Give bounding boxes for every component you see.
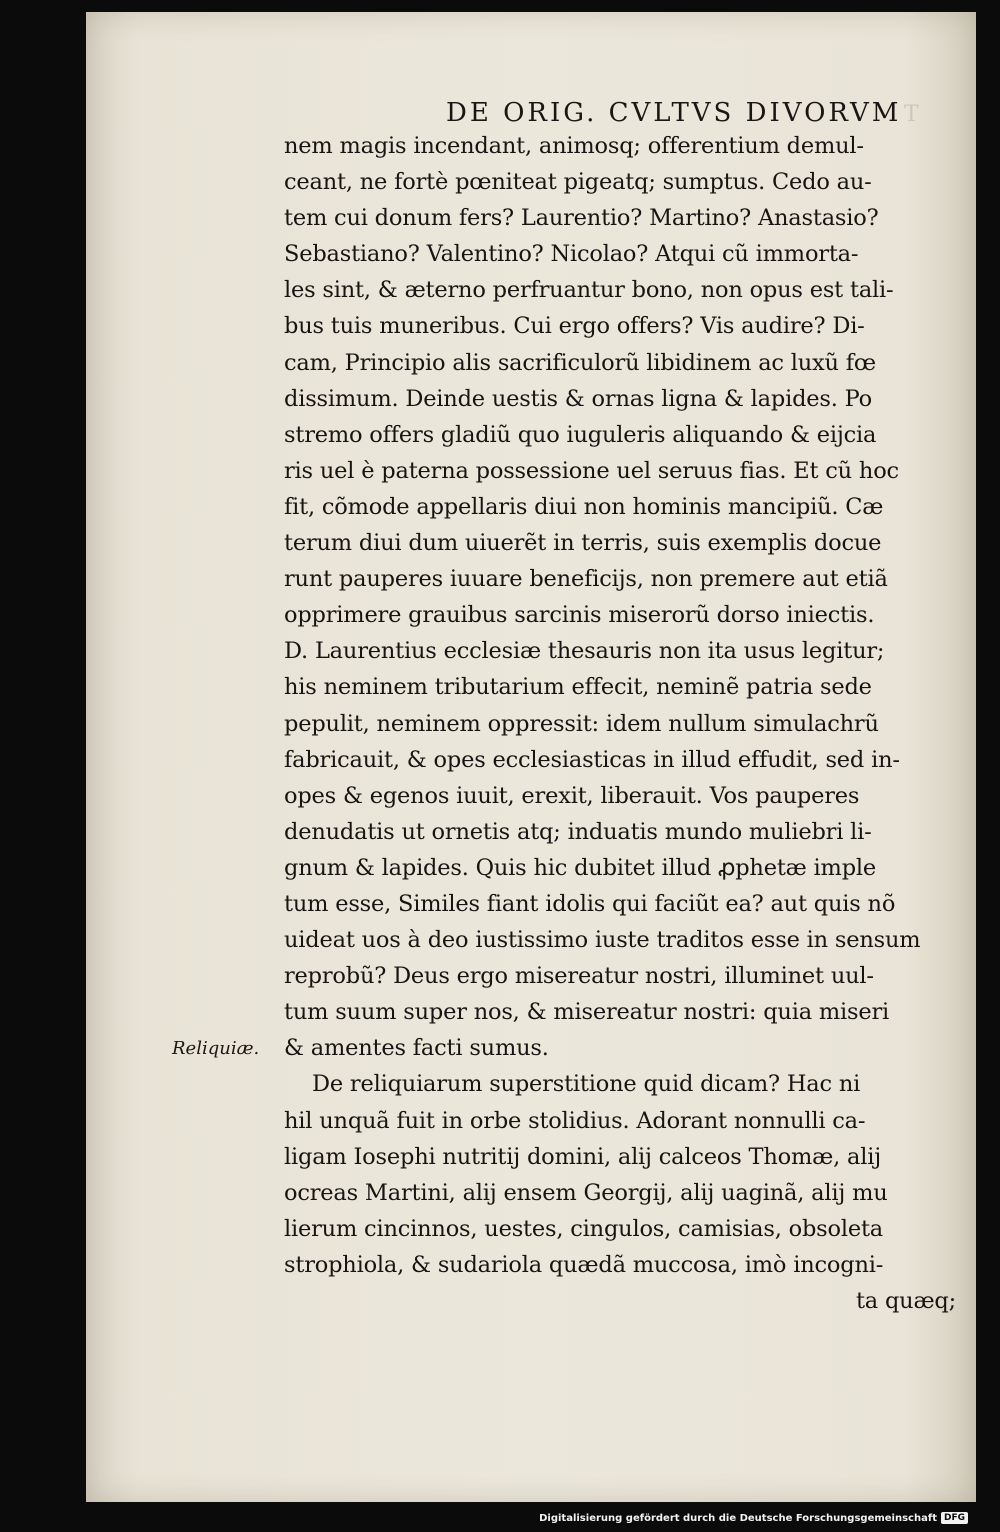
funding-notice: Digitalisierung gefördert durch die Deutsche Forschungsgemeinschaft — [539, 1512, 937, 1524]
text-line: pepulit, neminem oppressit: idem nullum simulachrũ — [284, 710, 879, 737]
text-line: fabricauit, & opes ecclesiasticas in illud effudit, sed in- — [284, 746, 900, 773]
text-line: runt pauperes iuuare beneficijs, non premere aut etiã — [284, 566, 888, 593]
text-line: lierum cincinnos, uestes, cingulos, camisias, obsoleta — [284, 1215, 884, 1242]
text-line: gnum & lapides. Quis hic dubitet illud ꝓphetæ imple — [284, 854, 877, 881]
catchword: ta quæq; — [855, 1288, 956, 1314]
text-line: ligam Iosephi nutritij domini, alij calceos Thomæ, alij — [284, 1143, 881, 1170]
text-line: reprobũ? Deus ergo misereatur nostri, illuminet uul- — [284, 963, 874, 990]
text-line: nem magis incendant, animosq; offerentium demul- — [284, 133, 864, 159]
text-line: & amentes facti sumus. — [284, 1035, 549, 1062]
text-line: dissimum. Deinde uestis & ornas ligna & lapides. Po — [284, 385, 873, 412]
text-line: tum esse, Similes fiant idolis qui faciũt ea? aut quis nõ — [284, 890, 896, 917]
text-line: ris uel è paterna possessione uel seruus fias. Et cũ hoc — [284, 457, 899, 484]
paragraph-first-line: De reliquiarum superstitione quid dicam? Hac ni — [312, 1071, 861, 1098]
text-line: les sint, & æterno perfruantur bono, non opus est tali- — [284, 277, 894, 304]
text-line: cam, Principio alis sacrificulorũ libidinem ac luxũ fœ — [284, 349, 876, 376]
running-head: DE ORIG. CVLTVS DIVORVM — [446, 98, 902, 128]
text-line: hil unquã fuit in orbe stolidius. Adorant nonnulli ca- — [284, 1107, 866, 1134]
text-line: D. Laurentius ecclesiæ thesauris non ita usus legitur; — [284, 638, 885, 665]
text-line: Sebastiano? Valentino? Nicolao? Atqui cũ immorta- — [284, 241, 859, 268]
text-line: terum diui dum uiuerẽt in terris, suis exemplis docue — [284, 530, 882, 557]
text-line: tum suum super nos, & misereatur nostri: quia miseri — [284, 999, 889, 1026]
text-line: tem cui donum fers? Laurentio? Martino? Anastasio? — [284, 205, 879, 232]
body-text — [284, 128, 984, 1319]
text-line: denudatis ut ornetis atq; induatis mundo muliebri li- — [284, 818, 872, 845]
text-line: uideat uos à deo iustissimo iuste traditos esse in sensum — [284, 927, 921, 954]
text-line: ceant, ne fortè pœniteat pigeatq; sumptus. Cedo au- — [284, 169, 872, 196]
text-line: strophiola, & sudariola quædã muccosa, imò incogni- — [284, 1251, 884, 1278]
text-line: opes & egenos iuuit, erexit, liberauit. Vos pauperes — [284, 782, 860, 809]
text-line: his neminem tributarium effecit, neminẽ patria sede — [284, 674, 872, 701]
digitization-credit — [539, 1508, 968, 1528]
dfg-logo-icon: DFG — [941, 1512, 968, 1524]
text-line: bus tuis muneribus. Cui ergo offers? Vis audire? Di- — [284, 313, 865, 340]
text-line: fit, cõmode appellaris diui non hominis mancipiũ. Cæ — [284, 493, 884, 520]
text-line: ocreas Martini, alij ensem Georgij, alij uaginã, alij mu — [284, 1179, 888, 1206]
text-line: stremo offers gladiũ quo iuguleris aliquando & eijcia — [284, 421, 877, 448]
text-line: opprimere grauibus sarcinis miserorũ dorso iniectis. — [284, 602, 875, 629]
marginal-note: Reliquiæ. — [172, 1038, 260, 1059]
bleed-through-text: T — [904, 102, 922, 127]
